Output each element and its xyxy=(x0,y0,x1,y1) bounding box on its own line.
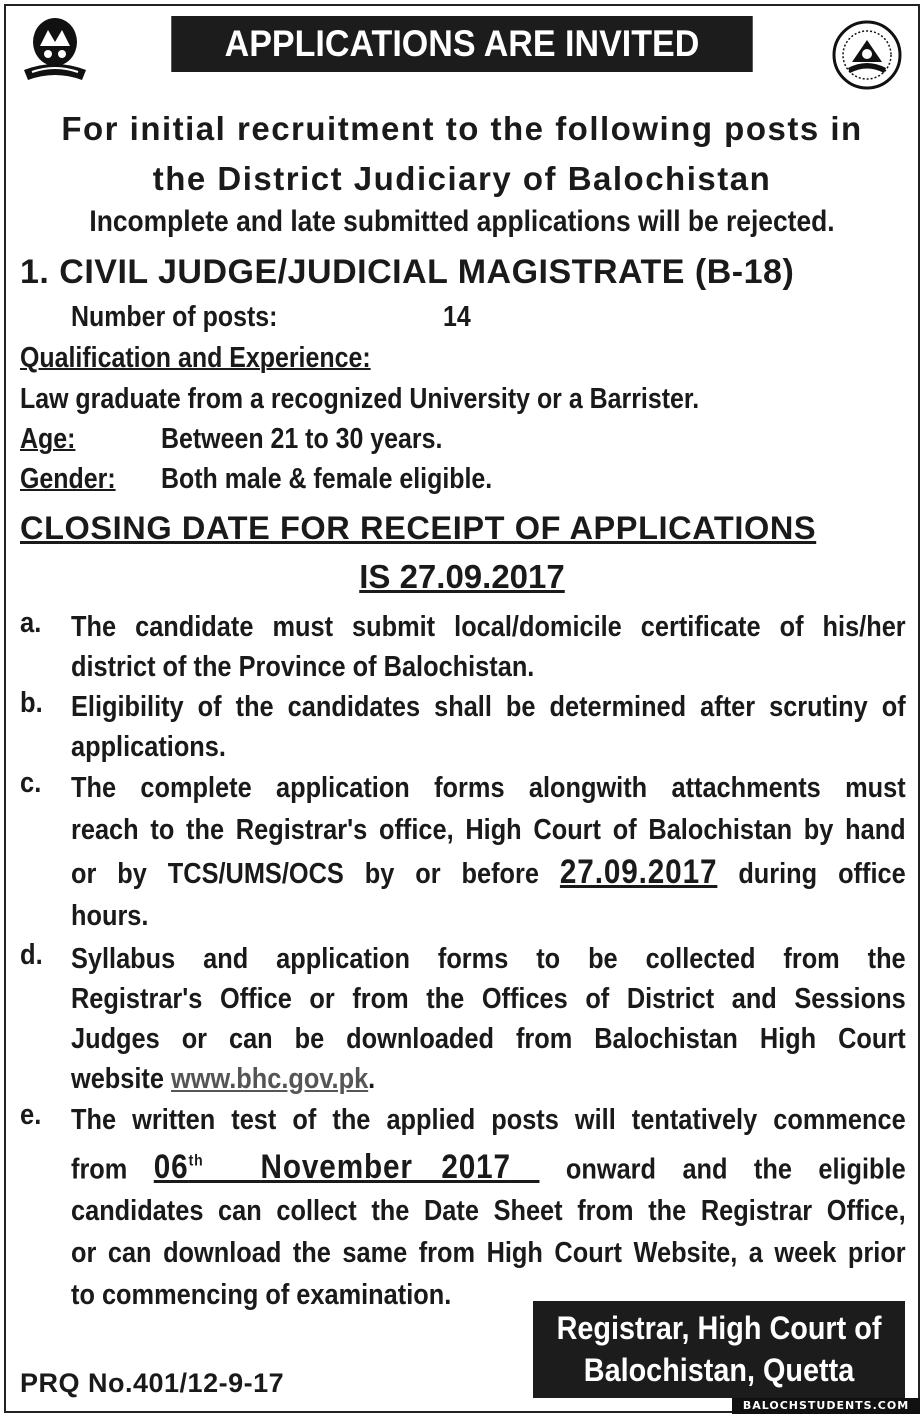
title-banner: APPLICATIONS ARE INVITED xyxy=(171,16,752,72)
posts-value: 14 xyxy=(443,301,471,333)
item-c-line2: reach to the Registrar's office, High Court of Balochistan by hand xyxy=(71,814,906,846)
posts-label: Number of posts: xyxy=(71,301,278,333)
submission-deadline: 27.09.2017 xyxy=(559,853,718,891)
item-c-line4: hours. xyxy=(71,900,149,932)
age-value: Between 21 to 30 years. xyxy=(161,423,443,455)
watermark: BALOCHSTUDENTS.COM xyxy=(732,1398,920,1414)
item-b-letter: b. xyxy=(20,687,43,719)
recruitment-heading-line2: the District Judiciary of Balochistan xyxy=(152,160,772,197)
post-title: 1. CIVIL JUDGE/JUDICIAL MAGISTRATE (B-18) xyxy=(20,253,795,291)
item-c-letter: c. xyxy=(20,767,42,799)
website-link[interactable]: www.bhc.gov.pk xyxy=(171,1063,369,1095)
item-e-line3: candidates can collect the Date Sheet from the Registrar Office, xyxy=(71,1195,906,1228)
age-label: Age: xyxy=(20,423,76,455)
item-d-line4: website www.bhc.gov.pk. xyxy=(71,1063,376,1095)
signature-line2: Balochistan, Quetta xyxy=(583,1352,855,1388)
item-d-letter: d. xyxy=(20,939,43,971)
gender-label: Gender: xyxy=(20,463,116,495)
qualification-label: Qualification and Experience: xyxy=(20,342,371,374)
item-e-line2: from 06th November 2017 onward and the eligible xyxy=(71,1148,906,1187)
item-c-line3: or by TCS/UMS/OCS by or before 27.09.2017 during office xyxy=(71,853,906,891)
government-emblem-icon xyxy=(18,12,92,86)
item-e-line1: The written test of the applied posts will tentatively commence xyxy=(71,1104,906,1136)
item-c-line1: The complete application forms alongwith attachments must xyxy=(71,772,906,804)
item-a-line1: The candidate must submit local/domicile certificate of his/her xyxy=(71,611,906,643)
item-b-text xyxy=(71,687,906,767)
item-b-line2: applications. xyxy=(71,731,226,763)
closing-date-value: IS 27.09.2017 xyxy=(359,558,565,595)
item-e-line5: to commencing of examination. xyxy=(71,1279,452,1312)
signature-box xyxy=(533,1301,905,1398)
item-d-text xyxy=(71,939,906,1099)
item-e-line4: or can download the same from High Court Website, a week prior xyxy=(71,1237,906,1270)
item-d-line2: Registrar's Office or from the Offices of District and Sessions xyxy=(71,983,906,1015)
item-d-line3: Judges or can be downloaded from Balochistan High Court xyxy=(71,1023,906,1055)
item-d-line1: Syllabus and application forms to be collected from the xyxy=(71,943,906,975)
recruitment-heading-line1: For initial recruitment to the following posts in xyxy=(61,110,863,147)
item-a-line2: district of the Province of Balochistan. xyxy=(71,651,535,683)
signature-line1: Registrar, High Court of xyxy=(556,1310,882,1346)
gender-value: Both male & female eligible. xyxy=(161,463,493,495)
qualification-value: Law graduate from a recognized University or a Barrister. xyxy=(20,383,700,415)
closing-date-heading: CLOSING DATE FOR RECEIPT OF APPLICATIONS xyxy=(20,510,817,546)
item-a-letter: a. xyxy=(20,607,42,639)
test-date: 06th November 2017 xyxy=(153,1148,511,1187)
item-a-text xyxy=(71,607,906,687)
item-e-letter: e. xyxy=(20,1099,42,1131)
prq-number: PRQ No.401/12-9-17 xyxy=(20,1368,285,1398)
item-c-text xyxy=(71,767,906,937)
rejection-note: Incomplete and late submitted applications will be rejected. xyxy=(89,205,835,238)
item-b-line1: Eligibility of the candidates shall be determined after scrutiny of xyxy=(71,691,906,723)
public-relations-seal-icon xyxy=(830,18,904,92)
item-e-text xyxy=(71,1099,906,1316)
